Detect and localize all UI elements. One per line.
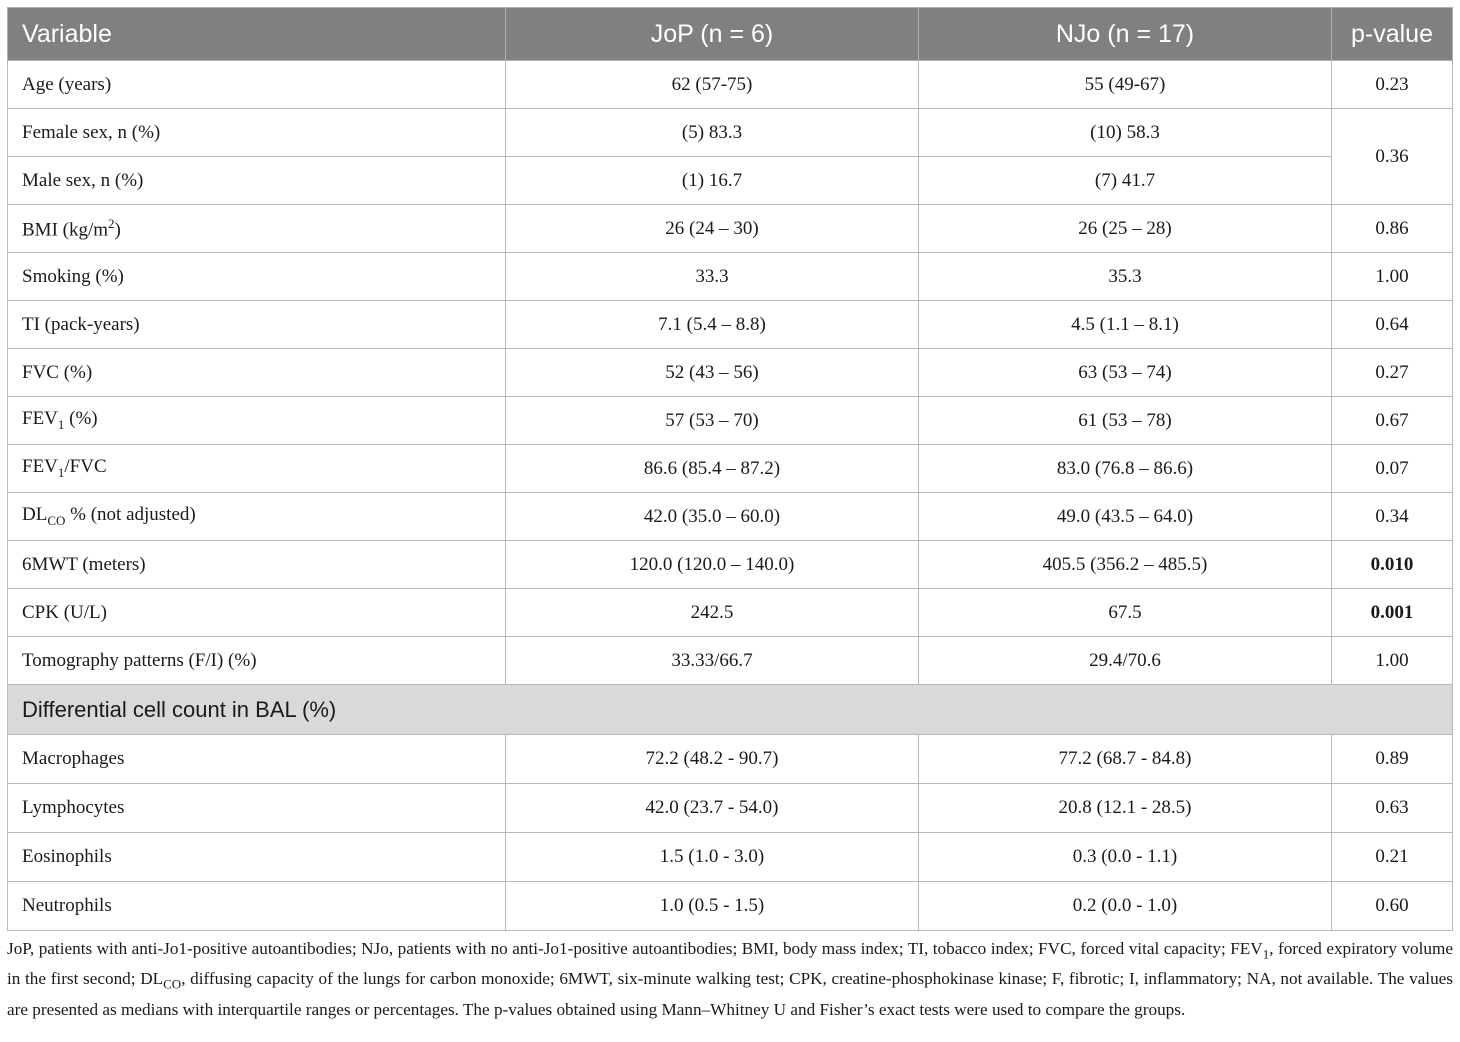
cell-jop: 33.3 [506, 253, 919, 301]
row-label [8, 397, 506, 445]
row-label: Age (years) [8, 61, 506, 109]
cell-pvalue: 0.07 [1332, 445, 1453, 493]
row-label: TI (pack-years) [8, 301, 506, 349]
cell-njo: 29.4/70.6 [919, 637, 1332, 685]
cell-njo: 0.3 (0.0 - 1.1) [919, 833, 1332, 882]
cell-njo: 49.0 (43.5 – 64.0) [919, 493, 1332, 541]
cell-njo: 61 (53 – 78) [919, 397, 1332, 445]
cell-jop: 62 (57-75) [506, 61, 919, 109]
row-label [8, 205, 506, 253]
cell-njo: 77.2 (68.7 - 84.8) [919, 735, 1332, 784]
cell-njo: 63 (53 – 74) [919, 349, 1332, 397]
cell-jop: 57 (53 – 70) [506, 397, 919, 445]
cell-jop: 26 (24 – 30) [506, 205, 919, 253]
cell-jop: 42.0 (35.0 – 60.0) [506, 493, 919, 541]
table-row [8, 205, 1453, 253]
row-label: Lymphocytes [8, 784, 506, 833]
cell-njo: (7) 41.7 [919, 157, 1332, 205]
table-row [8, 541, 1453, 589]
results-table [7, 7, 1453, 931]
cell-njo: 55 (49-67) [919, 61, 1332, 109]
cell-pvalue: 0.89 [1332, 735, 1453, 784]
section-header-row [8, 685, 1453, 735]
table-row [8, 735, 1453, 784]
table-header-row [8, 8, 1453, 61]
table-row [8, 833, 1453, 882]
cell-jop: 242.5 [506, 589, 919, 637]
header-jop: JoP (n = 6) [506, 8, 919, 61]
cell-pvalue: 0.27 [1332, 349, 1453, 397]
cell-njo: 405.5 (356.2 – 485.5) [919, 541, 1332, 589]
label-text: DL [22, 504, 48, 526]
section-title: Differential cell count in BAL (%) [8, 685, 1453, 735]
cell-njo: 0.2 (0.0 - 1.0) [919, 882, 1332, 931]
cell-jop: 52 (43 – 56) [506, 349, 919, 397]
cell-jop: 42.0 (23.7 - 54.0) [506, 784, 919, 833]
table-row [8, 784, 1453, 833]
label-subscript: 1 [57, 464, 65, 480]
footnote-text: , diffusing capacity of the lungs for carbon monoxide; 6MWT, six-minute walking test; CPK, creatine-phosphokinase kinase; F, fibrotic; I, inflammatory; NA, not available. The values are presented as medians with interquartile ranges or percentages. The p-values obtained using Mann–Whitney U and Fisher’s exact tests were used to compare the groups. [7, 969, 1453, 1019]
cell-jop: (5) 83.3 [506, 109, 919, 157]
cell-pvalue-significant: 0.001 [1332, 589, 1453, 637]
cell-jop: 120.0 (120.0 – 140.0) [506, 541, 919, 589]
cell-pvalue: 0.64 [1332, 301, 1453, 349]
cell-pvalue: 0.36 [1332, 109, 1453, 205]
cell-pvalue: 0.21 [1332, 833, 1453, 882]
cell-pvalue: 0.63 [1332, 784, 1453, 833]
cell-njo: (10) 58.3 [919, 109, 1332, 157]
header-pvalue: p-value [1332, 8, 1453, 61]
cell-jop: 1.0 (0.5 - 1.5) [506, 882, 919, 931]
cell-njo: 26 (25 – 28) [919, 205, 1332, 253]
label-subscript: CO [47, 512, 66, 528]
row-label: Tomography patterns (F/I) (%) [8, 637, 506, 685]
footnote-text: JoP, patients with anti-Jo1-positive autoantibodies; NJo, patients with no anti-Jo1-positive autoantibodies; BMI, body mass index; TI, tobacco index; FVC, forced vital capacity; FEV [7, 939, 1263, 958]
cell-jop: 86.6 (85.4 – 87.2) [506, 445, 919, 493]
row-label: FVC (%) [8, 349, 506, 397]
table-footnote [7, 936, 1453, 1022]
cell-pvalue: 1.00 [1332, 253, 1453, 301]
label-text: % (not adjusted) [65, 504, 196, 526]
header-njo: NJo (n = 17) [919, 8, 1332, 61]
cell-jop: (1) 16.7 [506, 157, 919, 205]
table-row [8, 349, 1453, 397]
footnote-text: , forced expiratory volume in the first second; DL [7, 939, 1453, 989]
cell-njo: 4.5 (1.1 – 8.1) [919, 301, 1332, 349]
table-row [8, 589, 1453, 637]
table-row [8, 301, 1453, 349]
cell-njo: 83.0 (76.8 – 86.6) [919, 445, 1332, 493]
cell-jop: 7.1 (5.4 – 8.8) [506, 301, 919, 349]
cell-pvalue: 0.60 [1332, 882, 1453, 931]
cell-pvalue: 0.34 [1332, 493, 1453, 541]
cell-pvalue-significant: 0.010 [1332, 541, 1453, 589]
cell-pvalue: 0.23 [1332, 61, 1453, 109]
cell-pvalue: 1.00 [1332, 637, 1453, 685]
row-label: Female sex, n (%) [8, 109, 506, 157]
table-row [8, 61, 1453, 109]
label-superscript: 2 [108, 215, 115, 231]
cell-jop: 1.5 (1.0 - 3.0) [506, 833, 919, 882]
table-row [8, 397, 1453, 445]
footnote-subscript: CO [163, 976, 182, 992]
row-label: Neutrophils [8, 882, 506, 931]
row-label [8, 445, 506, 493]
table-row [8, 157, 1453, 205]
label-subscript: 1 [57, 416, 65, 432]
row-label: 6MWT (meters) [8, 541, 506, 589]
header-variable: Variable [8, 8, 506, 61]
row-label: CPK (U/L) [8, 589, 506, 637]
row-label: Eosinophils [8, 833, 506, 882]
table-row [8, 445, 1453, 493]
cell-jop: 33.33/66.7 [506, 637, 919, 685]
footnote-subscript: 1 [1262, 946, 1270, 962]
label-text: ) [114, 219, 121, 241]
label-text: (%) [64, 408, 98, 430]
row-label [8, 493, 506, 541]
label-text: FEV [22, 456, 58, 478]
table-row [8, 882, 1453, 931]
cell-pvalue: 0.67 [1332, 397, 1453, 445]
table-row [8, 109, 1453, 157]
cell-njo: 20.8 (12.1 - 28.5) [919, 784, 1332, 833]
row-label: Macrophages [8, 735, 506, 784]
table-row [8, 493, 1453, 541]
cell-jop: 72.2 (48.2 - 90.7) [506, 735, 919, 784]
label-text: BMI (kg/m [22, 219, 109, 241]
cell-njo: 35.3 [919, 253, 1332, 301]
label-text: /FVC [64, 456, 107, 478]
cell-njo: 67.5 [919, 589, 1332, 637]
row-label: Male sex, n (%) [8, 157, 506, 205]
table-row [8, 637, 1453, 685]
label-text: FEV [22, 408, 58, 430]
cell-pvalue: 0.86 [1332, 205, 1453, 253]
row-label: Smoking (%) [8, 253, 506, 301]
table-row [8, 253, 1453, 301]
